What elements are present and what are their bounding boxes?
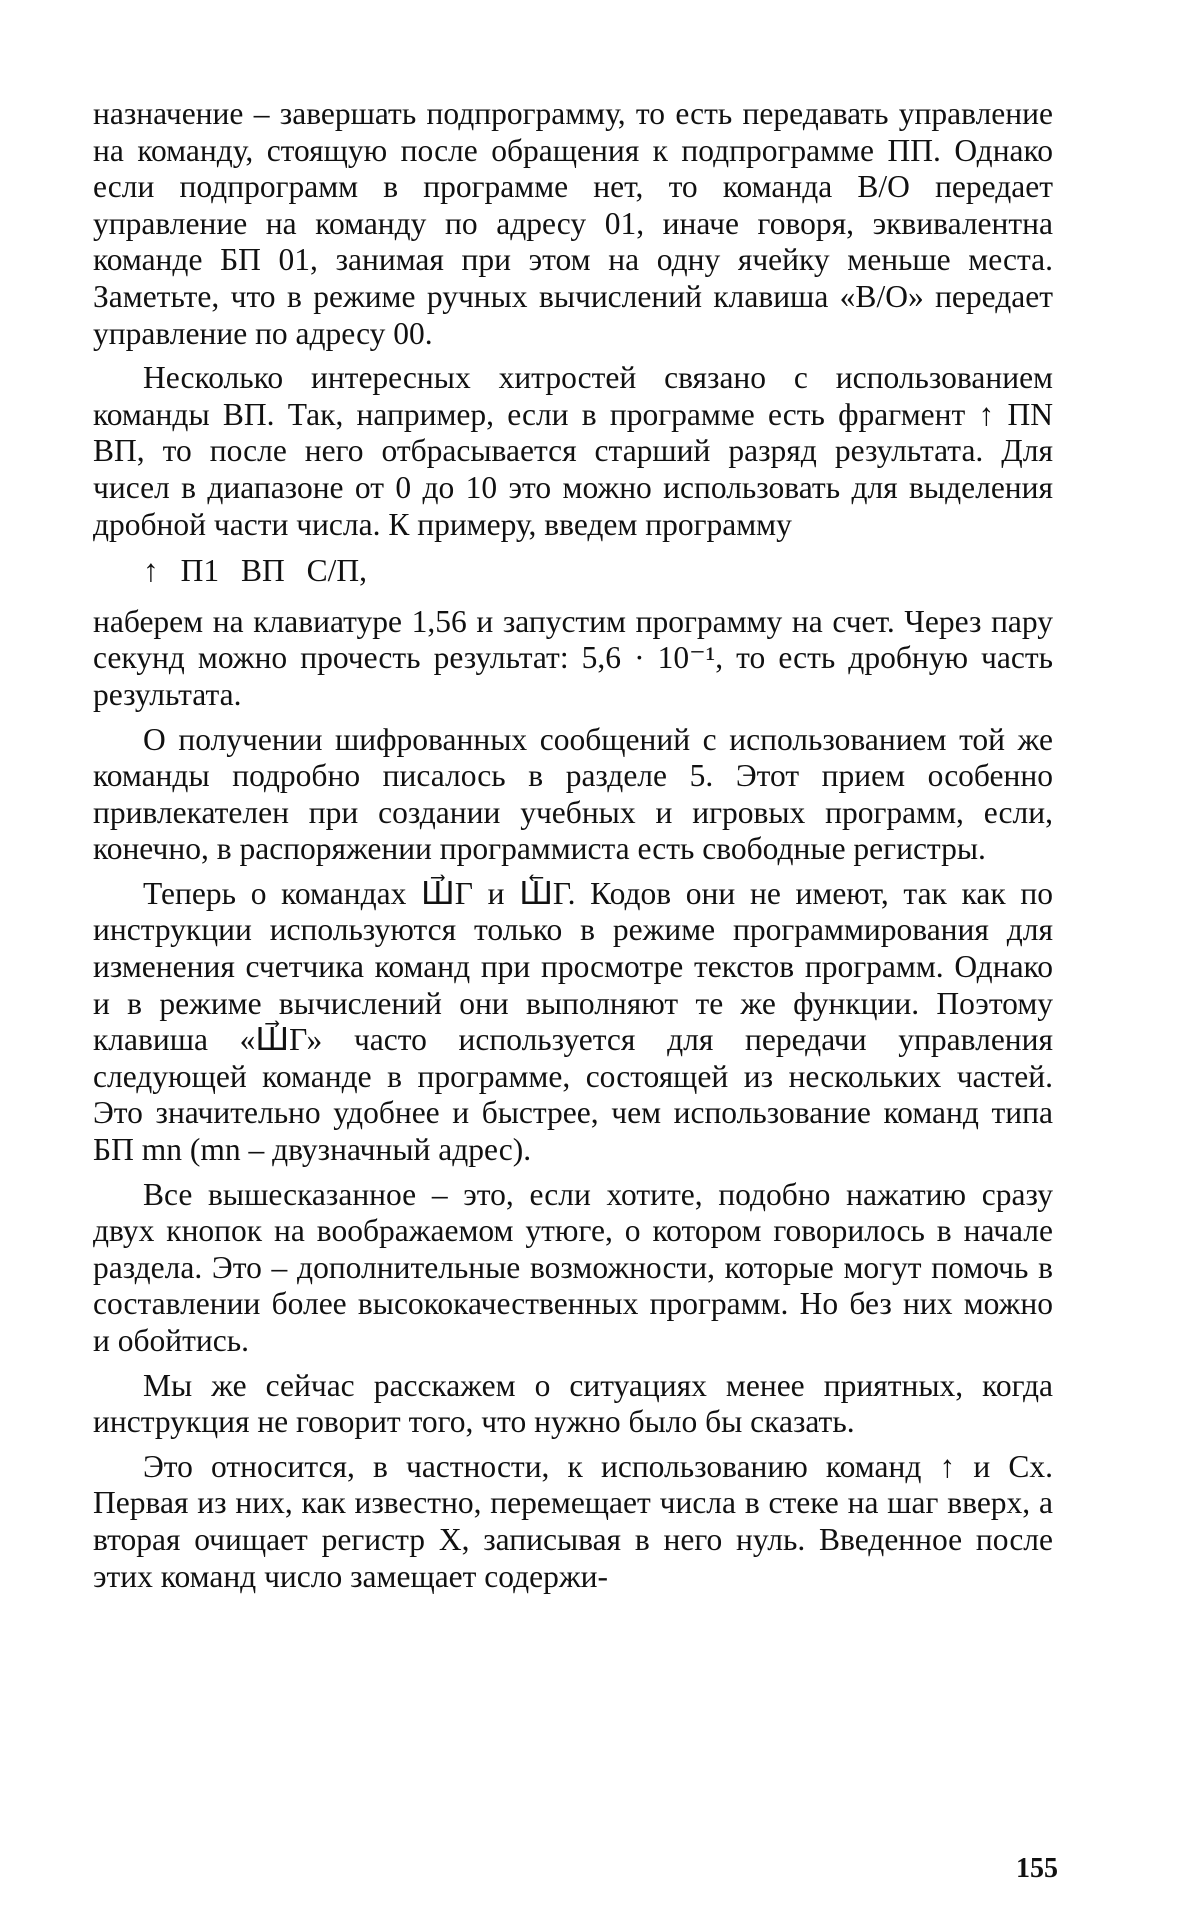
paragraph: наберем на клавиатуре 1,56 и запустим программу на счет. Через пару секунд можно прочесть результат: 5,6 · 10⁻¹, то есть дробную часть результата. (93, 603, 1053, 712)
paragraph: назначение – завершать подпрограмму, то есть передавать управление на команду, стоящую после обращения к подпрограмме ПП. Однако если подпрограмм в программе нет, то команда В/О передает управление на команду по адресу 01, иначе говоря, эквивалентна команде БП 01, занимая при этом на одну ячейку меньше места. Заметьте, что в режиме ручных вычислений клавиша «В/О» передает управление по адресу 00. (93, 96, 1053, 351)
paragraph: О получении шифрованных сообщений с использованием той же команды подробно писалось в разделе 5. Этот прием особенно привлекателен при создании учебных и игровых программ, если, конечно, в распоряжении программиста есть свободные регистры. (93, 721, 1053, 867)
page-number: 155 (1016, 1853, 1058, 1884)
paragraph: Мы же сейчас расскажем о ситуациях менее приятных, когда инструкция не говорит того, что нужно было бы сказать. (93, 1367, 1053, 1440)
paragraph: Все вышесказанное – это, если хотите, подобно нажатию сразу двух кнопок на воображаемом утюге, о котором говорилось в начале раздела. Это – дополнительные возможности, которые могут помочь в составлении более высококачественных программ. Но без них можно и обойтись. (93, 1176, 1053, 1358)
body-text (93, 96, 1053, 1603)
program-listing: ↑ П1 ВП С/П, (143, 553, 368, 589)
paragraph: Это относится, в частности, к использованию команд ↑ и Cx. Первая из них, как известно, перемещает числа в стеке на шаг вверх, а вторая очищает регистр X, записывая в него нуль. Введенное после этих команд число замещает содержи- (93, 1448, 1053, 1594)
paragraph: Теперь о командах Ш⃗Г и Ш⃖Г. Кодов они не имеют, так как по инструкции используются только в режиме программирования для изменения счетчика команд при просмотре текстов программ. Однако и в режиме вычислений они выполняют те же функции. Поэтому клавиша «Ш⃗Г» часто используется для передачи управления следующей команде в программе, состоящей из нескольких частей. Это значительно удобнее и быстрее, чем использование команд типа БП mn (mn – двузначный адрес). (93, 875, 1053, 1168)
paragraph: Несколько интересных хитростей связано с использованием команды ВП. Так, например, если в программе есть фрагмент ↑ ПN ВП, то после него отбрасывается старший разряд результата. Для чисел в диапазоне от 0 до 10 это можно использовать для выделения дробной части числа. К примеру, введем программу (93, 360, 1053, 542)
